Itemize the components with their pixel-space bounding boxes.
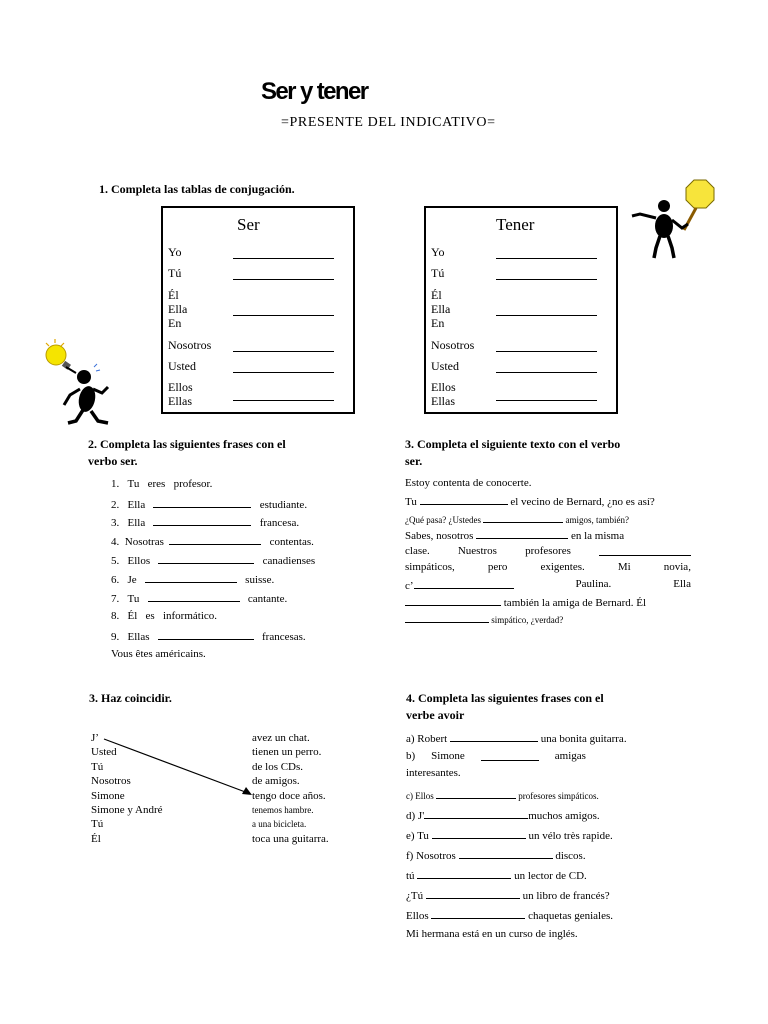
- answer-line: [496, 400, 597, 401]
- pronoun-usted: Usted: [168, 359, 196, 373]
- exercise3-match-heading: 3. Haz coincidir.: [89, 691, 172, 705]
- match-left-item: Tú: [91, 760, 104, 773]
- answer-line: [233, 279, 334, 280]
- list-item: 3. Ella francesa.: [111, 517, 300, 529]
- match-left-item: Simone y André: [91, 804, 163, 817]
- answer-line: [496, 315, 597, 316]
- list-item: e) Tu un vélo très rapide.: [406, 830, 613, 842]
- pronoun-tu: Tú: [431, 266, 445, 280]
- pronoun-ellos: Ellos: [168, 380, 193, 394]
- pronoun-yo: Yo: [431, 245, 445, 259]
- match-right-item: tengo doce años.: [252, 789, 326, 802]
- pronoun-ellas: Ellas: [431, 394, 455, 408]
- answer-line: [233, 315, 334, 316]
- match-right-item: a una bicicleta.: [252, 819, 307, 830]
- pronoun-tu: Tú: [168, 266, 182, 280]
- pronoun-nosotros: Nosotros: [168, 338, 212, 352]
- pronoun-ella: Ella: [168, 302, 188, 316]
- match-right-item: tenemos hambre.: [252, 805, 314, 816]
- text-line: Sabes, nosotros en la misma: [405, 530, 625, 542]
- match-right-column: [252, 731, 329, 846]
- match-right-item: avez un chat.: [252, 732, 310, 744]
- list-item: 7. Tu cantante.: [111, 593, 288, 605]
- list-item: 5. Ellos canadienses: [111, 555, 316, 567]
- sign-figure-icon: [626, 176, 722, 262]
- pronoun-el: Él: [431, 288, 442, 302]
- example-arrow-icon: [100, 735, 260, 805]
- list-item: 6. Je suisse.: [111, 574, 275, 586]
- pronoun-en: En: [431, 316, 445, 330]
- answer-line: [496, 279, 597, 280]
- answer-line: [496, 258, 597, 259]
- list-item: 8. Él es informático.: [111, 610, 218, 622]
- list-item: Mi hermana está en un curso de inglés.: [406, 928, 578, 940]
- exercise4-heading: 4. Completa las siguientes frases con el verbe avoir: [406, 691, 604, 722]
- match-right-item: toca una guitarra.: [252, 832, 329, 845]
- match-left-item: Usted: [91, 746, 117, 759]
- ser-table-title: Ser: [237, 215, 260, 234]
- ser-table: [161, 206, 355, 414]
- list-item: interesantes.: [406, 767, 461, 779]
- tener-table: [424, 206, 618, 414]
- pronoun-ellas: Ellas: [168, 394, 192, 408]
- list-item: Vous êtes américains.: [111, 648, 206, 660]
- pronoun-yo: Yo: [168, 245, 182, 259]
- list-item: 4. Nosotras contentas.: [111, 536, 314, 548]
- text-line: c’ Paulina. Ella: [405, 578, 691, 592]
- tener-table-title: Tener: [496, 215, 535, 234]
- list-item: 9. Ellas francesas.: [111, 631, 306, 643]
- text-line: también la amiga de Bernard. Él: [405, 595, 646, 609]
- page-title: Ser y tener: [261, 78, 368, 105]
- text-line: simpático, ¿verdad?: [405, 612, 563, 625]
- match-left-item: Simone: [91, 789, 125, 802]
- list-item: c) Ellos profesores simpáticos.: [406, 788, 599, 801]
- match-left-item: Tú: [91, 818, 104, 831]
- list-item: b) Simone amigas: [406, 750, 586, 762]
- page-subtitle: =PRESENTE DEL INDICATIVO=: [281, 115, 496, 130]
- match-right-item: tienen un perro.: [252, 746, 322, 759]
- pronoun-nosotros: Nosotros: [431, 338, 475, 352]
- list-item: tú un lector de CD.: [406, 870, 587, 882]
- answer-line: [233, 351, 334, 352]
- text-line: clase. Nuestros profesores: [405, 545, 691, 557]
- exercise2-heading: 2. Completa las siguientes frases con el verbo ser.: [88, 437, 286, 468]
- text-line: Tu el vecino de Bernard, ¿no es así?: [405, 496, 655, 508]
- pronoun-el: Él: [168, 288, 179, 302]
- pronoun-en: En: [168, 316, 182, 330]
- pronoun-ella: Ella: [431, 302, 451, 316]
- pronoun-ellos: Ellos: [431, 380, 456, 394]
- match-right-item: de amigos.: [252, 775, 300, 788]
- list-item: f) Nosotros discos.: [406, 850, 586, 862]
- text-line: ¿Qué pasa? ¿Ustedes amigos, también?: [405, 512, 629, 525]
- list-item: ¿Tú un libro de francés?: [406, 890, 610, 902]
- answer-line: [233, 400, 334, 401]
- match-left-item: J’: [91, 732, 99, 744]
- pronoun-usted: Usted: [431, 359, 459, 373]
- answer-line: [496, 351, 597, 352]
- list-item: 2. Ella estudiante.: [111, 499, 308, 511]
- exercise1-heading: 1. Completa las tablas de conjugación.: [99, 182, 295, 196]
- list-item: d) J' muchos amigos.: [406, 810, 600, 822]
- text-line: Estoy contenta de conocerte.: [405, 477, 532, 489]
- answer-line: [233, 372, 334, 373]
- match-left-item: Nosotros: [91, 775, 131, 788]
- text-line: simpáticos, pero exigentes. Mi novia,: [405, 561, 691, 573]
- match-right-item: de los CDs.: [252, 760, 304, 773]
- exercise2-list: [111, 478, 371, 668]
- list-item: 1. Tu eres profesor.: [111, 478, 213, 490]
- list-item: a) Robert una bonita guitarra.: [406, 733, 627, 745]
- exercise3-text-heading: 3. Completa el siguiente texto con el verbo ser.: [405, 437, 621, 468]
- thinking-figure-icon: [40, 337, 120, 432]
- list-item: Ellos chaquetas geniales.: [406, 910, 614, 922]
- answer-line: [233, 258, 334, 259]
- answer-line: [496, 372, 597, 373]
- match-left-item: Él: [91, 832, 101, 845]
